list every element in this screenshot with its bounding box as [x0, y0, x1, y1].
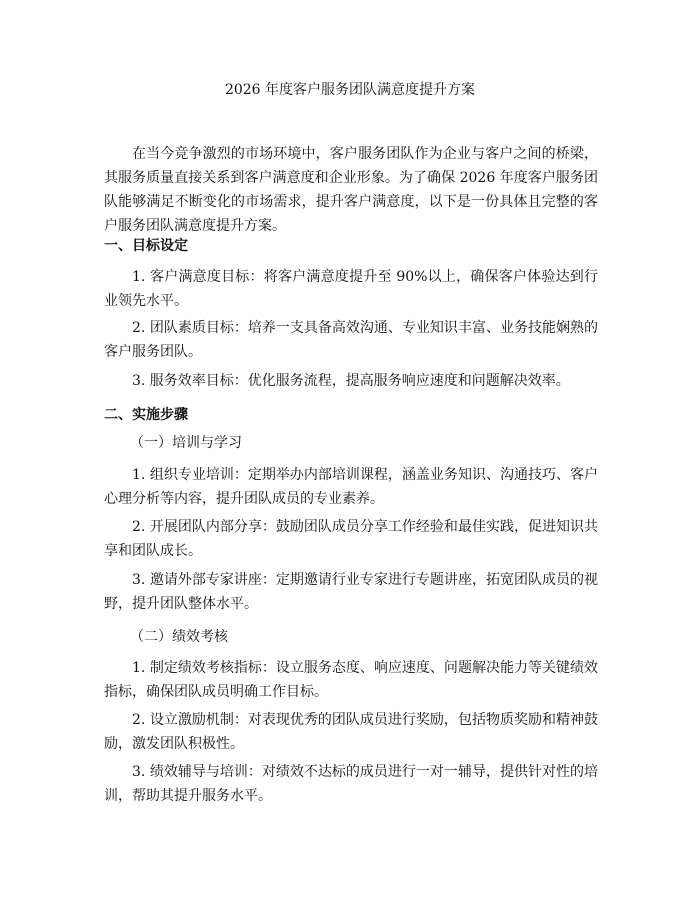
intro-paragraph: 在当今竞争激烈的市场环境中，客户服务团队作为企业与客户之间的桥梁，其服务质量直接关系到客户满意度和企业形象。为了确保 2026 年度客户服务团队能够满足不断变化的市场需求，提升客户满意度，以下是一份具体且完整的客户服务团队满意度提升方案。: [104, 146, 598, 234]
subsection-heading-training: （一）培训与学习: [130, 435, 242, 451]
performance-item-2: 2. 设立激励机制：对表现优秀的团队成员进行奖励，包括物质奖励和精神鼓励，激发团队积极性。: [104, 712, 598, 752]
training-item-2: 2. 开展团队内部分享：鼓励团队成员分享工作经验和最佳实践，促进知识共享和团队成长。: [104, 519, 598, 559]
training-item-1: 1. 组织专业培训：定期举办内部培训课程，涵盖业务知识、沟通技巧、客户心理分析等内容，提升团队成员的专业素养。: [104, 467, 598, 507]
section-heading-steps: 二、实施步骤: [104, 407, 188, 423]
section-heading-goals: 一、目标设定: [104, 238, 188, 254]
training-item-3: 3. 邀请外部专家讲座：定期邀请行业专家进行专题讲座，拓宽团队成员的视野，提升团队整体水平。: [104, 572, 598, 612]
goal-item-3: 3. 服务效率目标：优化服务流程，提高服务响应速度和问题解决效率。: [132, 373, 570, 389]
goal-item-1: 1. 客户满意度目标：将客户满意度提升至 90%以上，确保客户体验达到行业领先水平。: [104, 269, 598, 309]
document-title: 2026 年度客户服务团队满意度提升方案: [224, 82, 476, 98]
performance-item-1: 1. 制定绩效考核指标：设立服务态度、响应速度、问题解决能力等关键绩效指标，确保团队成员明确工作目标。: [104, 660, 598, 700]
goal-item-2: 2. 团队素质目标：培养一支具备高效沟通、专业知识丰富、业务技能娴熟的客户服务团队。: [104, 320, 598, 360]
performance-item-3: 3. 绩效辅导与培训：对绩效不达标的成员进行一对一辅导，提供针对性的培训，帮助其提升服务水平。: [104, 764, 598, 804]
subsection-heading-performance: （二）绩效考核: [130, 629, 228, 645]
